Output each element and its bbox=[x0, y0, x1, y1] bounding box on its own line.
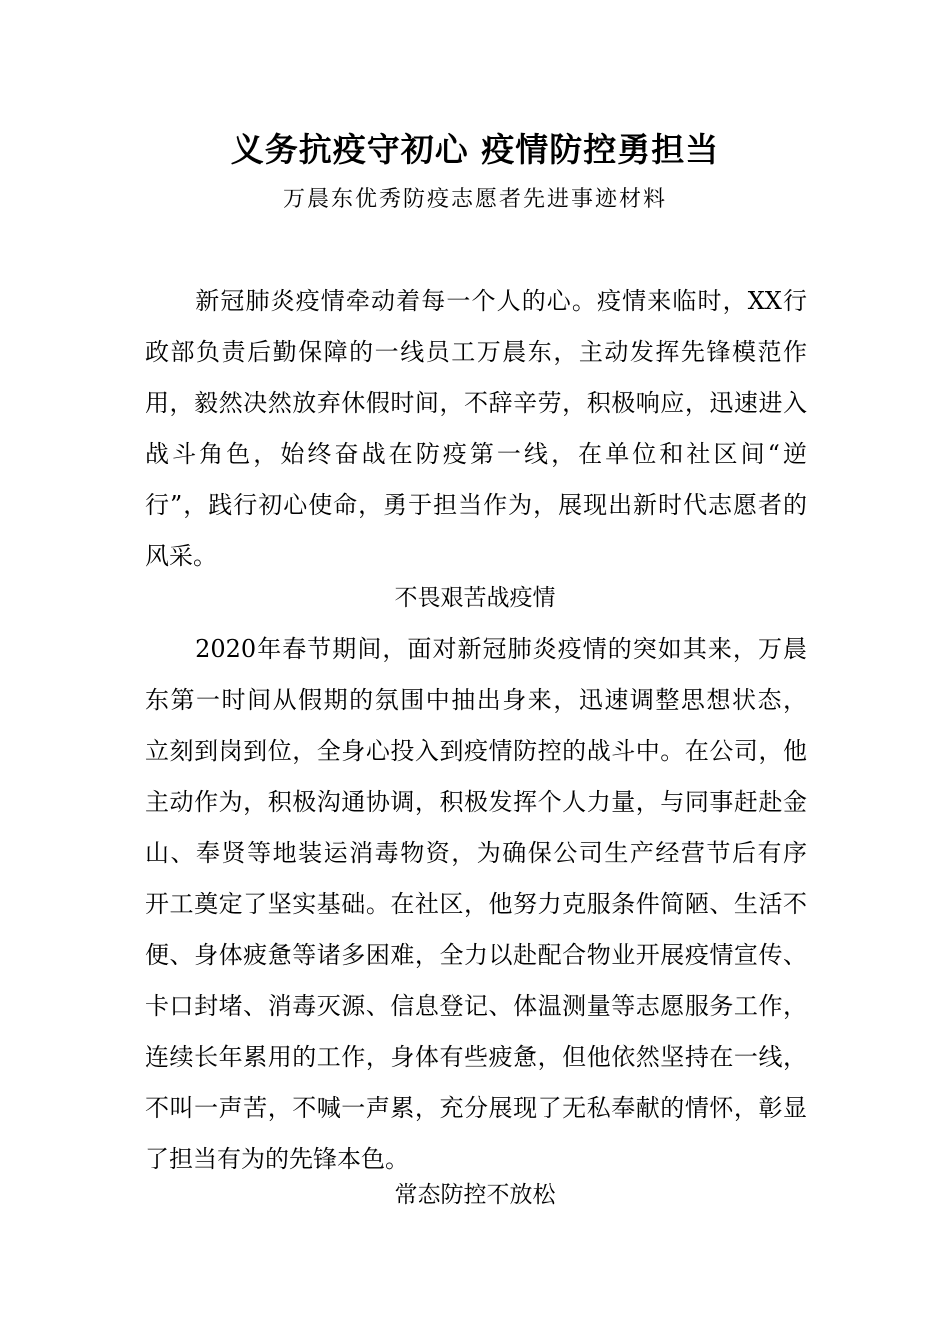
paragraph-line: 卡口封堵、消毒灭源、信息登记、体温测量等志愿服务工作， bbox=[145, 992, 807, 1020]
paragraph-line: 便、身体疲惫等诸多困难，全力以赴配合物业开展疫情宣传、 bbox=[145, 941, 807, 969]
paragraph-line: 主动作为，积极沟通协调，积极发挥个人力量，与同事赶赴金 bbox=[145, 788, 807, 816]
paragraph-line: 开工奠定了坚实基础。在社区，他努力克服条件简陋、生活不 bbox=[145, 890, 807, 918]
paragraph-line: 战斗角色，始终奋战在防疫第一线，在单位和社区间“逆 bbox=[145, 440, 807, 468]
paragraph-line: 风采。 bbox=[145, 542, 217, 570]
section-heading-1: 不畏艰苦战疫情 bbox=[394, 585, 556, 611]
paragraph-line: 东第一时间从假期的氛围中抽出身来，迅速调整思想状态， bbox=[145, 686, 807, 714]
paragraph-intro bbox=[145, 276, 807, 582]
document-title: 义务抗疫守初心 疫情防控勇担当 bbox=[230, 130, 720, 169]
paragraph-line: 新冠肺炎疫情牵动着每一个人的心。疫情来临时，XX行 bbox=[145, 287, 807, 315]
paragraph-line: 不叫一声苦，不喊一声累，充分展现了无私奉献的情怀，彰显 bbox=[145, 1094, 807, 1122]
paragraph-line: 连续长年累用的工作，身体有些疲惫，但他依然坚持在一线， bbox=[145, 1043, 807, 1071]
paragraph-line: 政部负责后勤保障的一线员工万晨东，主动发挥先锋模范作 bbox=[145, 338, 807, 366]
section-heading-2: 常态防控不放松 bbox=[394, 1182, 556, 1208]
paragraph-line: 了担当有为的先锋本色。 bbox=[145, 1145, 409, 1173]
document-subtitle: 万晨东优秀防疫志愿者先进事迹材料 bbox=[282, 187, 667, 212]
paragraph-line: 2020年春节期间，面对新冠肺炎疫情的突如其来，万晨 bbox=[145, 635, 807, 663]
paragraph-line: 立刻到岗到位，全身心投入到疫情防控的战斗中。在公司，他 bbox=[145, 737, 807, 765]
paragraph-line: 用，毅然决然放弃休假时间，不辞辛劳，积极响应，迅速进入 bbox=[145, 389, 807, 417]
paragraph-line: 行”，践行初心使命，勇于担当作为，展现出新时代志愿者的 bbox=[145, 491, 807, 519]
paragraph-line: 山、奉贤等地装运消毒物资，为确保公司生产经营节后有序 bbox=[145, 839, 807, 867]
paragraph-section-1 bbox=[145, 624, 807, 1185]
